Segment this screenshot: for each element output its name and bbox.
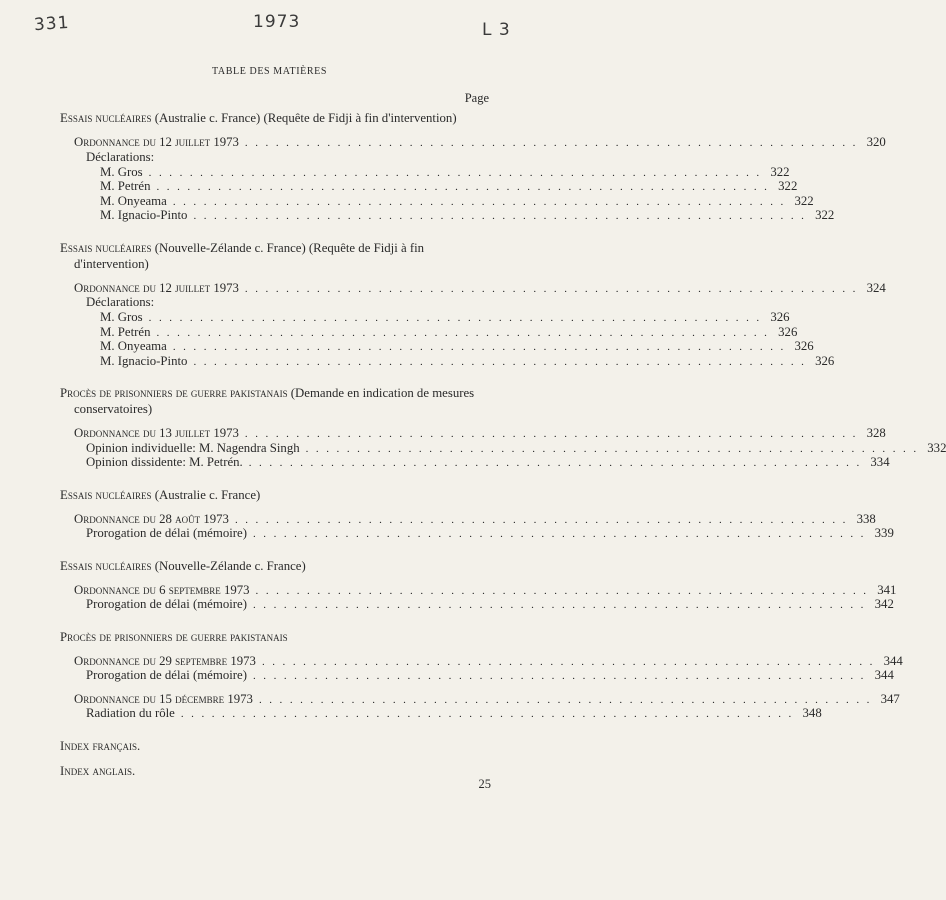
spacer (60, 126, 490, 135)
section-title-case: Procès de prisonniers de guerre pakistanais (60, 386, 288, 400)
spacer (60, 574, 490, 583)
handwritten-annotation-left: 331 (33, 12, 71, 36)
toc-entry-label: Ordonnance du 12 juillet 1973 (74, 280, 239, 295)
toc-subentry-label: Prorogation de délai (mémoire) (86, 668, 247, 682)
declaration-entry-label: M. Onyeama (100, 193, 167, 208)
section-title (60, 110, 490, 126)
dot-leader: . . . . . . . . . . . . . . . . . . . . . . . . . . . . . . . . . . . . . . . . . . . . . . . . . . . . . . . . . . . . (156, 326, 770, 339)
declaration-entry-label: M. Petrén (100, 179, 151, 193)
toc-entry-page: 324 (866, 280, 886, 295)
section-title (60, 385, 490, 417)
toc-entry (60, 691, 900, 707)
declaration-entry-page: 326 (815, 353, 835, 368)
page-number: 25 (478, 777, 491, 791)
index-entry: Index anglais. (60, 763, 136, 778)
toc-entry-label: Ordonnance du 6 septembre 1973 (74, 582, 250, 597)
toc-subentry-page: 344 (874, 668, 894, 682)
toc-entry-page: 328 (866, 426, 886, 440)
declaration-entry-label: M. Ignacio-Pinto (100, 208, 188, 222)
declaration-entry-page: 326 (770, 310, 790, 324)
section-title-case: Procès de prisonniers de guerre pakistanais (60, 629, 288, 644)
toc-subentry-page: 339 (874, 526, 894, 540)
toc-subentry-page: 334 (870, 455, 890, 469)
toc-subentry (60, 455, 890, 470)
toc-entry-page: 320 (866, 135, 886, 149)
dot-leader: . . . . . . . . . . . . . . . . . . . . . . . . . . . . . . . . . . . . . . . . . . . . . . . . . . . . . . . . . . . . (244, 428, 858, 440)
declaration-entry-page: 322 (770, 164, 790, 179)
toc-entry-page: 347 (880, 691, 900, 706)
declaration-entry (60, 164, 790, 180)
dot-leader: . . . . . . . . . . . . . . . . . . . . . . . . . . . . . . . . . . . . . . . . . . . . . . . . . . . . . . . . . . . . (244, 282, 858, 295)
dot-leader: . . . . . . . . . . . . . . . . . . . . . . . . . . . . . . . . . . . . . . . . . . . . . . . . . . . . . . . . . . . . (234, 513, 848, 526)
toc-entry-page: 341 (877, 582, 897, 597)
section-title-detail: (Australie c. France) (Requête de Fidji à fin d'intervention) (151, 111, 457, 125)
toc-subentry-label: Opinion individuelle: M. Nagendra Singh (86, 440, 300, 455)
dot-leader: . . . . . . . . . . . . . . . . . . . . . . . . . . . . . . . . . . . . . . . . . . . . . . . . . . . . . . . . . . . . (252, 528, 866, 540)
declarations-label: Déclarations: (86, 149, 155, 164)
dot-leader: . . . . . . . . . . . . . . . . . . . . . . . . . . . . . . . . . . . . . . . . . . . . . . . . . . . . . . . . . . . . (172, 341, 786, 353)
toc-entry (60, 135, 886, 150)
declaration-entry (60, 324, 798, 340)
dot-leader: . . . . . . . . . . . . . . . . . . . . . . . . . . . . . . . . . . . . . . . . . . . . . . . . . . . . . . . . . . . . (255, 584, 869, 597)
dot-leader: . . . . . . . . . . . . . . . . . . . . . . . . . . . . . . . . . . . . . . . . . . . . . . . . . . . . . . . . . . . . (148, 166, 762, 179)
toc-subentry-label: Opinion dissidente: M. Petrén. (86, 455, 243, 469)
dot-leader: . . . . . . . . . . . . . . . . . . . . . . . . . . . . . . . . . . . . . . . . . . . . . . . . . . . . . . . . . . . . (252, 670, 866, 682)
toc-subentry-page: 342 (874, 597, 894, 611)
dot-leader: . . . . . . . . . . . . . . . . . . . . . . . . . . . . . . . . . . . . . . . . . . . . . . . . . . . . . . . . . . . . (180, 708, 794, 720)
toc-entry-label: Ordonnance du 29 septembre 1973 (74, 653, 256, 668)
page-column-header: Page (464, 91, 489, 105)
spacer (60, 645, 490, 654)
toc-subentry-page: 348 (802, 706, 822, 720)
section-title-detail: (Nouvelle-Zélande c. France) (151, 558, 306, 573)
dot-leader: . . . . . . . . . . . . . . . . . . . . . . . . . . . . . . . . . . . . . . . . . . . . . . . . . . . . . . . . . . . . (148, 312, 762, 324)
toc-entry-page: 338 (856, 511, 876, 526)
spacer (60, 683, 490, 692)
section-title-case: Essais nucléaires (60, 558, 152, 573)
toc-title: TABLE DES MATIÈRES (212, 66, 327, 77)
section-title-detail: (Australie c. France) (151, 487, 261, 502)
toc-subentry (60, 706, 822, 721)
dot-leader: . . . . . . . . . . . . . . . . . . . . . . . . . . . . . . . . . . . . . . . . . . . . . . . . . . . . . . . . . . . . (261, 655, 875, 668)
toc-subentry (60, 668, 894, 683)
toc-entry-page: 344 (883, 653, 903, 668)
section-title (60, 558, 490, 574)
toc-subentry-page: 332 (927, 440, 946, 455)
declaration-entry-page: 326 (794, 339, 814, 353)
declaration-entry-label: M. Petrén (100, 324, 151, 339)
section-title (60, 240, 490, 272)
toc-entry (60, 582, 897, 598)
dot-leader: . . . . . . . . . . . . . . . . . . . . . . . . . . . . . . . . . . . . . . . . . . . . . . . . . . . . . . . . . . . . (193, 355, 807, 368)
declaration-entry-label: M. Onyeama (100, 339, 167, 353)
dot-leader: . . . . . . . . . . . . . . . . . . . . . . . . . . . . . . . . . . . . . . . . . . . . . . . . . . . . . . . . . . . . (193, 210, 807, 222)
section-title-detail: (Demande en indication de mesures conservatoires) (74, 386, 475, 416)
toc-subentry (60, 597, 894, 612)
declarations-label: Déclarations: (86, 295, 155, 309)
dot-leader: . . . . . . . . . . . . . . . . . . . . . . . . . . . . . . . . . . . . . . . . . . . . . . . . . . . . . . . . . . . . (305, 442, 919, 455)
dot-leader: . . . . . . . . . . . . . . . . . . . . . . . . . . . . . . . . . . . . . . . . . . . . . . . . . . . . . . . . . . . . (258, 693, 872, 706)
table-of-contents (60, 110, 946, 779)
spacer (60, 503, 490, 512)
toc-entry (60, 280, 886, 296)
section-title-case: Essais nucléaires (60, 111, 152, 125)
declaration-entry (60, 193, 814, 209)
declaration-entry-page: 322 (778, 179, 798, 193)
toc-entry (60, 426, 886, 441)
section-title-case: Essais nucléaires (60, 487, 152, 502)
spacer (60, 417, 490, 426)
spacer (60, 754, 490, 763)
declaration-entry-label: M. Gros (100, 310, 143, 324)
spacer (60, 541, 490, 558)
toc-entry-label: Ordonnance du 15 décembre 1973 (74, 691, 253, 706)
spacer (60, 368, 490, 385)
toc-subentry-label: Prorogation de délai (mémoire) (86, 597, 247, 611)
toc-entry (60, 511, 876, 527)
declaration-entry (60, 353, 835, 369)
toc-entry (60, 653, 903, 669)
spacer (60, 272, 490, 281)
spacer (60, 223, 490, 240)
toc-entry-label: Ordonnance du 28 août 1973 (74, 511, 229, 526)
toc-subentry (60, 526, 894, 541)
dot-leader: . . . . . . . . . . . . . . . . . . . . . . . . . . . . . . . . . . . . . . . . . . . . . . . . . . . . . . . . . . . . (252, 599, 866, 611)
declaration-entry (60, 179, 798, 194)
toc-subentry-label: Prorogation de délai (mémoire) (86, 526, 247, 540)
dot-leader: . . . . . . . . . . . . . . . . . . . . . . . . . . . . . . . . . . . . . . . . . . . . . . . . . . . . . . . . . . . . (248, 457, 862, 469)
declaration-entry-label: M. Ignacio-Pinto (100, 353, 188, 368)
index-entry: Index français. (60, 738, 141, 753)
dot-leader: . . . . . . . . . . . . . . . . . . . . . . . . . . . . . . . . . . . . . . . . . . . . . . . . . . . . . . . . . . . . (244, 137, 858, 149)
toc-entry-label: Ordonnance du 13 juillet 1973 (74, 426, 239, 440)
toc-subentry (60, 440, 946, 456)
declaration-entry-page: 322 (794, 193, 814, 208)
toc-entry-label: Ordonnance du 12 juillet 1973 (74, 135, 239, 149)
declaration-entry-page: 322 (815, 208, 835, 222)
toc-subentry-label: Radiation du rôle (86, 706, 175, 720)
declaration-entry (60, 310, 790, 325)
section-title-detail: (Nouvelle-Zélande c. France) (Requête de Fidji à fin d'intervention) (74, 240, 425, 271)
spacer (60, 470, 490, 487)
declaration-entry (60, 339, 814, 354)
declaration-entry-page: 326 (778, 324, 798, 339)
spacer (60, 721, 490, 738)
declaration-entry (60, 208, 835, 223)
handwritten-annotation-center: 1973 (253, 12, 301, 32)
dot-leader: . . . . . . . . . . . . . . . . . . . . . . . . . . . . . . . . . . . . . . . . . . . . . . . . . . . . . . . . . . . . (156, 181, 770, 193)
spacer (60, 612, 490, 629)
declaration-entry-label: M. Gros (100, 164, 143, 179)
section-title (60, 629, 490, 645)
section-title (60, 487, 490, 503)
handwritten-annotation-right: L 3 (482, 20, 511, 40)
dot-leader: . . . . . . . . . . . . . . . . . . . . . . . . . . . . . . . . . . . . . . . . . . . . . . . . . . . . . . . . . . . . (172, 195, 786, 208)
section-title-case: Essais nucléaires (60, 240, 152, 255)
